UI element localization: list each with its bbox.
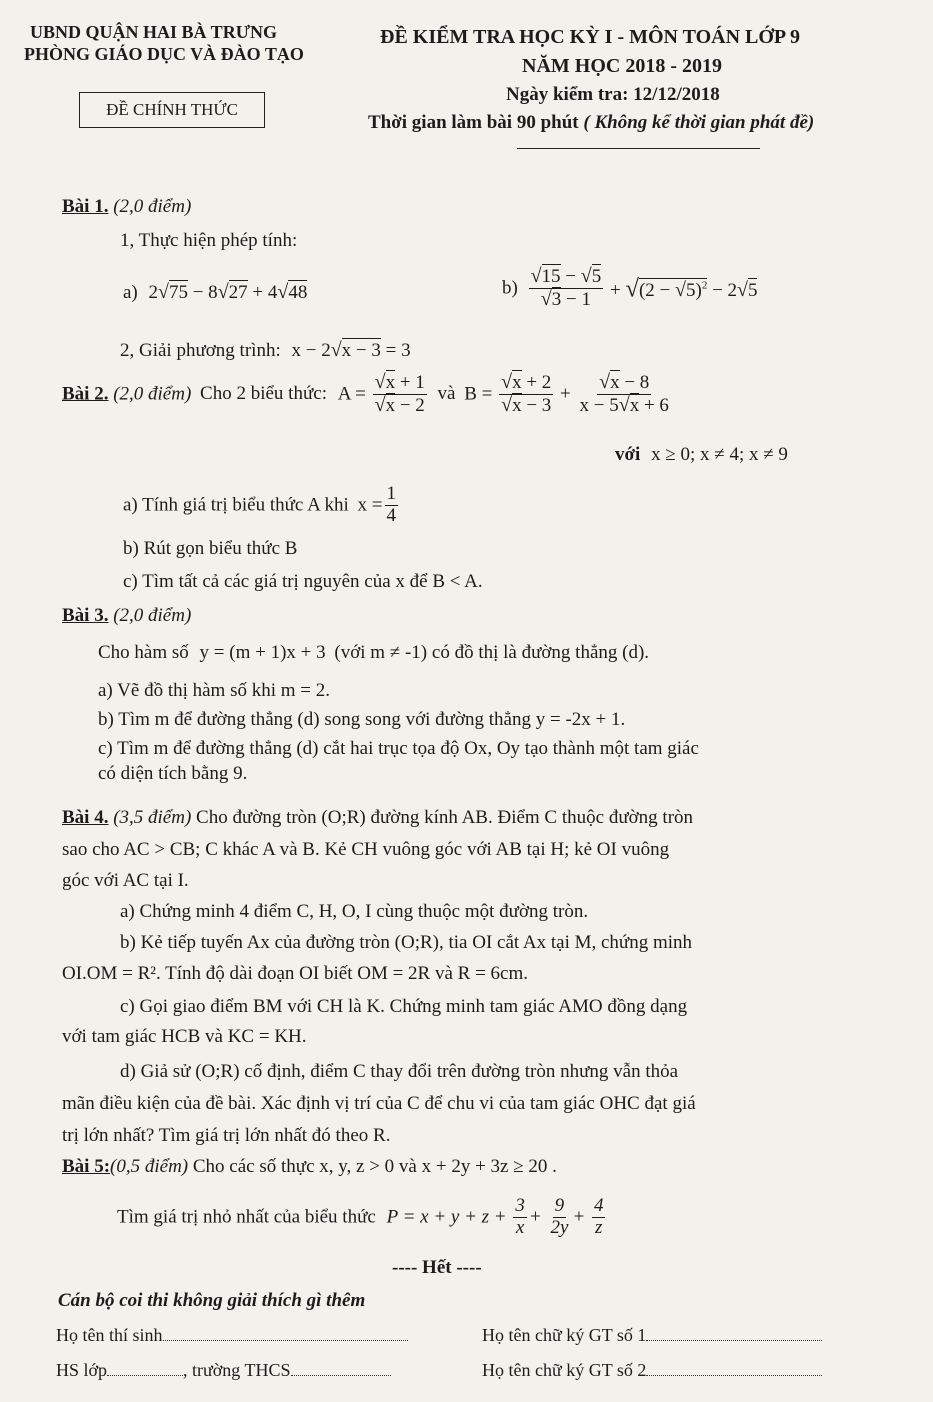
bai1-a-formula: 2√75 − 8√27 + 4√48: [148, 281, 308, 303]
bai3-intro-fn: y = (m + 1)x + 3: [199, 642, 326, 663]
bai2-condition-word: với: [615, 444, 641, 465]
bai2-expr-b: B = $\frac{√x + 2}{√x - 3}$ + $\frac{√x - 8}{x - 5√x + 6}$: [464, 371, 669, 416]
bai4-d2: mãn điều kiện của đề bài. Xác định vị trí của C để chu vi của tam giác OHC đạt giá: [62, 1093, 696, 1114]
bai5-heading: [62, 1155, 557, 1179]
sign2-blank[interactable]: [646, 1361, 822, 1376]
bai5-title: Bài 5:: [62, 1156, 111, 1177]
bai4-d1: d) Giả sử (O;R) cố định, điểm C thay đổi trên đường tròn nhưng vẫn thỏa: [120, 1061, 679, 1082]
bai2-b: b) Rút gọn biểu thức B: [123, 538, 298, 559]
bai3-c2: có diện tích bằng 9.: [98, 763, 248, 784]
bai4-l2: sao cho AC > CB; C khác A và B. Kẻ CH vuông góc với AB tại H; kẻ OI vuông: [62, 839, 670, 860]
bai3-points: (2,0 điểm): [113, 605, 192, 626]
exam-date: Ngày kiểm tra: 12/12/2018: [506, 84, 720, 105]
bai2-expr-a: A = $\frac{√x + 1}{√x - 2}$: [337, 371, 425, 416]
student-name-line: [56, 1323, 408, 1347]
bai1-points: (2,0 điểm): [113, 196, 192, 217]
official-tag-label: ĐỀ CHÍNH THỨC: [106, 100, 238, 119]
bai4-l1: Cho đường tròn (O;R) đường kính AB. Điểm C thuộc đường tròn: [196, 807, 694, 828]
class-label: HS lớp: [56, 1360, 108, 1380]
bai2-title: Bài 2.: [62, 383, 109, 405]
bai3-a: a) Vẽ đồ thị hàm số khi m = 2.: [98, 680, 331, 701]
bai4-c1: c) Gọi giao điểm BM với CH là K. Chứng minh tam giác AMO đồng dạng: [120, 996, 688, 1017]
bai5-intro: Cho các số thực x, y, z > 0 và x + 2y + 3z ≥ 20 .: [192, 1156, 557, 1177]
sign2-label: Họ tên chữ ký GT số 2: [482, 1360, 647, 1380]
sign2-line: [482, 1358, 822, 1382]
bai4-d3: trị lớn nhất? Tìm giá trị lớn nhất đó theo R.: [62, 1125, 391, 1146]
bai2-c: c) Tìm tất cả các giá trị nguyên của x để B < A.: [123, 571, 483, 592]
bai5-ask-text: Tìm giá trị nhỏ nhất của biểu thức: [117, 1206, 376, 1228]
bai1-part2-equation: x − 2√x − 3 = 3: [291, 339, 411, 361]
bai1-a: [123, 280, 307, 305]
bai1-title: Bài 1.: [62, 196, 109, 217]
bai2-condition: [615, 443, 788, 467]
bai2-heading: [62, 372, 673, 417]
bai2-intro: Cho 2 biểu thức:: [200, 383, 327, 405]
duration-text: Thời gian làm bài 90 phút: [368, 112, 579, 133]
official-tag: [79, 92, 265, 128]
bai3-b: b) Tìm m để đường thẳng (d) song song với đường thẳng y = -2x + 1.: [98, 709, 626, 730]
exam-duration: [368, 112, 814, 134]
student-name-blank[interactable]: [163, 1326, 408, 1341]
bai1-part2-label: 2, Giải phương trình:: [120, 340, 281, 361]
duration-note: ( Không kể thời gian phát đề): [583, 112, 815, 133]
sign1-blank[interactable]: [646, 1326, 822, 1341]
bai3-c1: c) Tìm m để đường thẳng (d) cắt hai trục tọa độ Ox, Oy tạo thành một tam giác: [98, 738, 699, 759]
bai4-a: a) Chứng minh 4 điểm C, H, O, I cùng thuộc một đường tròn.: [120, 901, 589, 922]
bai1-b: [502, 266, 757, 311]
bai1-part1: 1, Thực hiện phép tính:: [120, 230, 298, 251]
bai1-heading: [62, 195, 191, 219]
bai3-intro-start: Cho hàm số: [98, 642, 189, 663]
school-blank[interactable]: [291, 1361, 391, 1376]
bai4-b2: OI.OM = R². Tính độ dài đoạn OI biết OM = 2R và R = 6cm.: [62, 963, 529, 984]
district-name: UBND QUẬN HAI BÀ TRƯNG: [30, 22, 278, 42]
sign1-label: Họ tên chữ ký GT số 1: [482, 1325, 647, 1345]
bai4-title: Bài 4.: [62, 807, 109, 828]
bai3-title: Bài 3.: [62, 605, 109, 626]
class-school-line: [56, 1358, 391, 1382]
bai2-points: (2,0 điểm): [113, 383, 192, 405]
bai4-b1: b) Kẻ tiếp tuyến Ax của đường tròn (O;R), tia OI cắt Ax tại M, chứng minh: [120, 932, 693, 953]
proctor-note: Cán bộ coi thi không giải thích gì thêm: [58, 1290, 366, 1311]
bai2-a-text: a) Tính giá trị biểu thức A khi: [123, 494, 349, 516]
header-rule: [517, 148, 760, 149]
bai1-b-label: b): [502, 277, 518, 299]
school-year: NĂM HỌC 2018 - 2019: [522, 55, 722, 77]
bai5-points: (0,5 điểm): [110, 1156, 189, 1177]
class-blank[interactable]: [107, 1361, 183, 1376]
bai1-a-label: a): [123, 282, 138, 303]
bai2-a-value: x = $\frac{1}{4}$: [357, 483, 396, 526]
end-marker: ---- Hết ----: [392, 1257, 482, 1278]
sign1-line: [482, 1323, 822, 1347]
exam-title: ĐỀ KIỂM TRA HỌC KỲ I - MÔN TOÁN LỚP 9: [380, 26, 801, 48]
bai3-intro: [98, 641, 649, 665]
bai1-part2: [120, 338, 411, 363]
bai2-a: [123, 484, 400, 527]
bai2-and: và: [437, 383, 456, 405]
bai4-line1: [62, 806, 693, 830]
bai2-condition-value: x ≥ 0; x ≠ 4; x ≠ 9: [651, 444, 788, 465]
bai1-b-formula: $\frac{√15 - √5}{√3 - 1}$ + $√(2 - √5)^2 - 2√5$: [530, 265, 758, 310]
bai4-c2: với tam giác HCB và KC = KH.: [62, 1026, 307, 1047]
bai5-ask: [117, 1196, 607, 1239]
bai5-expression: P = x + y + z + $\frac{3}{x}$ + $\frac{9}{2y}$ + $\frac{4}{z}$: [386, 1195, 604, 1238]
bai3-heading: [62, 604, 191, 628]
student-name-label: Họ tên thí sinh: [56, 1325, 163, 1345]
department-name: PHÒNG GIÁO DỤC VÀ ĐÀO TẠO: [24, 44, 304, 64]
bai4-l3: góc với AC tại I.: [62, 870, 189, 891]
bai3-intro-end: (với m ≠ -1) có đồ thị là đường thẳng (d).: [334, 642, 650, 663]
bai4-points: (3,5 điểm): [113, 807, 192, 828]
school-label: , trường THCS: [183, 1360, 291, 1380]
